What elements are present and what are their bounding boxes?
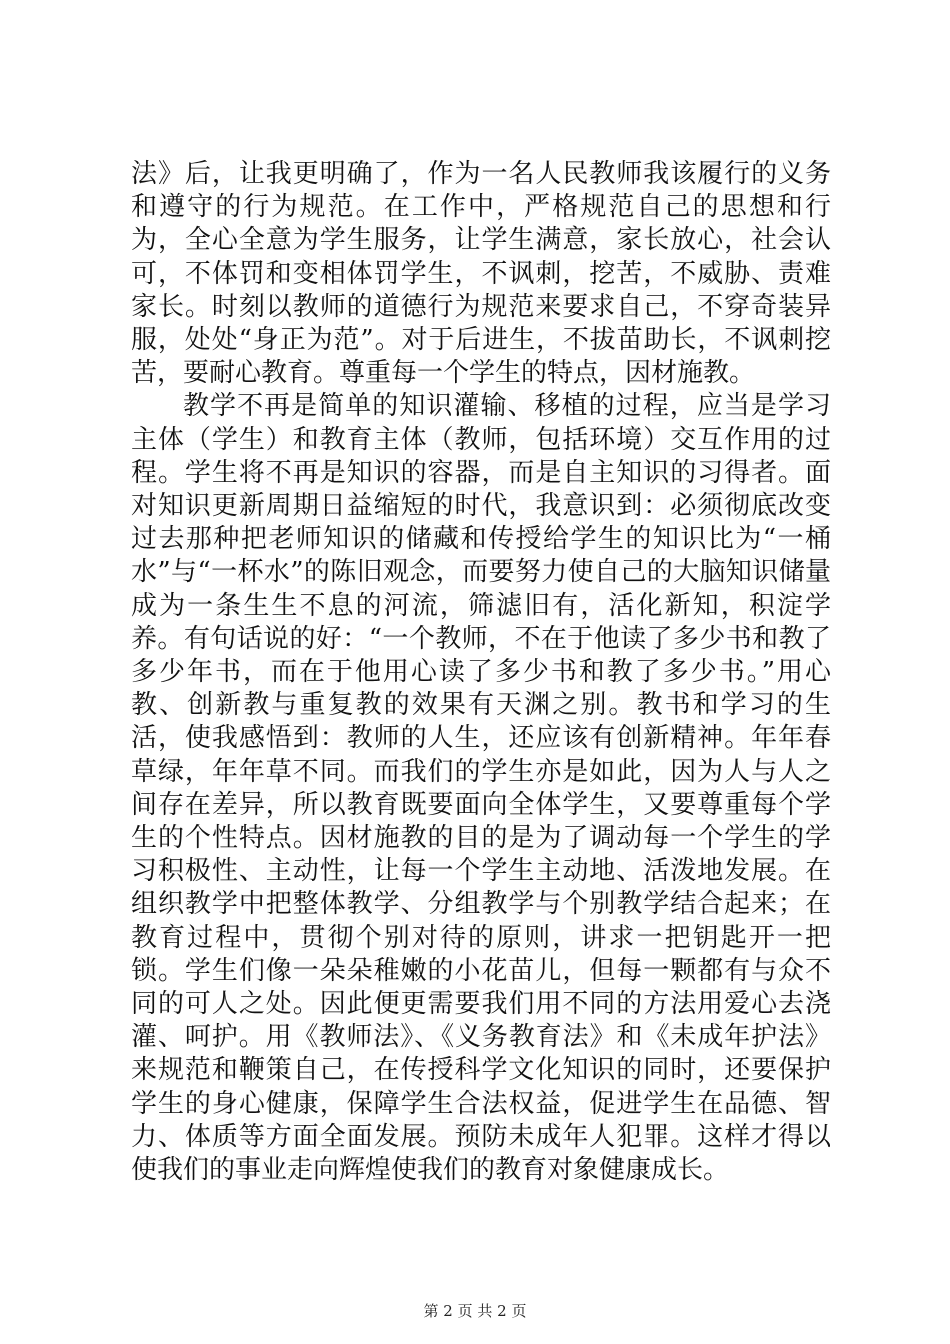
- paragraph-teaching: 教学不再是简单的知识灌输、移植的过程，应当是学习主体（学生）和教育主体（教师，包括环境）交互作用的过程。学生将不再是知识的容器，而是自主知识的习得者。面对知识更新周期日益缩短的时代，我意识到：必须彻底改变过去那种把老师知识的储藏和传授给学生的知识比为“一桶水”与“一杯水”的陈旧观念，而要努力使自己的大脑知识储量成为一条生生不息的河流，筛滤旧有，活化新知，积淀学养。有句话说的好：“一个教师，不在于他读了多少书和教了多少年书，而在于他用心读了多少书和教了多少书。”用心教、创新教与重复教的效果有天渊之别。教书和学习的生活，使我感悟到：教师的人生，还应该有创新精神。年年春草绿，年年草不同。而我们的学生亦是如此，因为人与人之间存在差异，所以教育既要面向全体学生，又要尊重每个学生的个性特点。因材施教的目的是为了调动每一个学生的学习积极性、主动性，让每一个学生主动地、活泼地发展。在组织教学中把整体教学、分组教学与个别教学结合起来；在教育过程中，贯彻个别对待的原则，讲求一把钥匙开一把锁。学生们像一朵朵稚嫩的小花苗儿，但每一颗都有与众不同的可人之处。因此便更需要我们用不同的方法用爱心去浇灌、呵护。用《教师法》、《义务教育法》和《未成年护法》来规范和鞭策自己，在传授科学文化知识的同时，还要保护学生的身心健康，保障学生合法权益，促进学生在品德、智力、体质等方面全面发展。预防未成年人犯罪。这样才得以使我们的事业走向辉煌使我们的教育对象健康成长。: [131, 391, 831, 1186]
- paragraph-continued: 法》后，让我更明确了，作为一名人民教师我该履行的义务和遵守的行为规范。在工作中，严格规范自己的思想和行为，全心全意为学生服务，让学生满意，家长放心，社会认可，不体罚和变相体罚学生，不讽刺，挖苦，不威胁、责难家长。时刻以教师的道德行为规范来要求自己，不穿奇装异服，处处“身正为范”。对于后进生，不拔苗助长，不讽刺挖苦，要耐心教育。尊重每一个学生的特点，因材施教。: [131, 159, 831, 389]
- document-body: [131, 158, 831, 1187]
- page-footer: 第 2 页 共 2 页: [423, 1302, 527, 1320]
